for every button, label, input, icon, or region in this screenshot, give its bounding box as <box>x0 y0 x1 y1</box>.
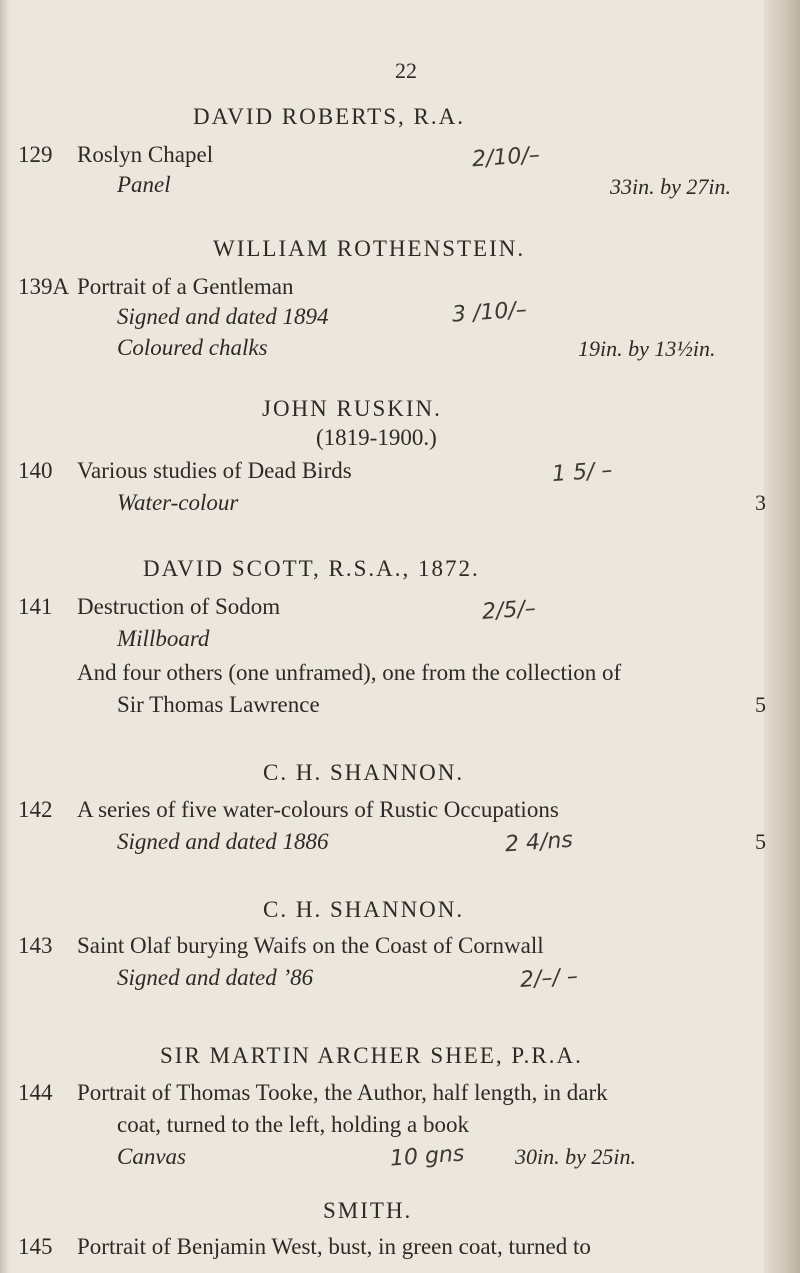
lot-signed: Signed and dated ’86 <box>117 965 314 990</box>
lot-number: 140 <box>18 458 53 483</box>
lot-title: Portrait of Benjamin West, bust, in green coat, turned to <box>77 1234 591 1259</box>
lot-count: 5 <box>755 692 766 717</box>
lot-title: Various studies of Dead Birds <box>77 458 352 483</box>
lot-count: 5 <box>755 829 766 854</box>
artist-heading: DAVID SCOTT, R.S.A., 1872. <box>143 556 480 581</box>
page-number: 22 <box>395 58 417 83</box>
handwritten-price: 2/–/ – <box>519 964 579 993</box>
handwritten-price: 2/10/– <box>471 142 541 173</box>
artist-dates: (1819-1900.) <box>316 425 437 450</box>
artist-heading: DAVID ROBERTS, R.A. <box>193 104 465 129</box>
lot-title-cont: coat, turned to the left, holding a book <box>117 1112 469 1137</box>
lot-title: Saint Olaf burying Waifs on the Coast of Cornwall <box>77 933 544 958</box>
handwritten-price: 2/5/– <box>481 596 537 625</box>
page-gutter <box>0 0 10 1273</box>
lot-number: 141 <box>18 594 53 619</box>
lot-number: 145 <box>18 1234 53 1259</box>
lot-signed: Signed and dated 1886 <box>117 829 329 854</box>
lot-signed: Signed and dated 1894 <box>117 304 329 329</box>
handwritten-price: 3 /10/– <box>451 297 528 328</box>
lot-number: 142 <box>18 797 53 822</box>
lot-dimensions: 19in. by 13½in. <box>578 336 716 361</box>
lot-title: Portrait of Thomas Tooke, the Author, half length, in dark <box>77 1080 608 1105</box>
lot-title: Portrait of a Gentleman <box>77 274 294 299</box>
lot-number: 143 <box>18 933 53 958</box>
lot-number: 129 <box>18 142 53 167</box>
lot-dimensions: 30in. by 25in. <box>515 1144 636 1169</box>
lot-provenance-cont: Sir Thomas Lawrence <box>117 692 320 717</box>
lot-title: A series of five water-colours of Rustic Occupations <box>77 797 559 822</box>
handwritten-price: 1 5/ – <box>551 457 614 488</box>
artist-heading: WILLIAM ROTHENSTEIN. <box>213 236 526 261</box>
page-edge <box>764 0 800 1273</box>
lot-count: 3 <box>755 490 766 515</box>
lot-provenance: And four others (one unframed), one from the collection of <box>77 660 622 685</box>
lot-title: Destruction of Sodom <box>77 594 281 619</box>
lot-title: Roslyn Chapel <box>77 142 214 167</box>
lot-medium: Coloured chalks <box>117 335 268 360</box>
artist-heading: SIR MARTIN ARCHER SHEE, P.R.A. <box>160 1043 583 1068</box>
handwritten-price: 2 4/ns <box>504 827 574 858</box>
artist-heading: C. H. SHANNON. <box>263 897 465 922</box>
lot-number: 139A <box>18 274 70 299</box>
handwritten-price: 10 gns <box>389 1141 466 1172</box>
lot-dimensions: 33in. by 27in. <box>610 174 731 199</box>
lot-medium: Canvas <box>117 1144 186 1169</box>
artist-heading: JOHN RUSKIN. <box>262 396 442 421</box>
lot-medium: Millboard <box>117 626 210 651</box>
artist-heading: SMITH. <box>323 1198 413 1223</box>
lot-medium: Water-colour <box>117 490 239 515</box>
lot-medium: Panel <box>117 172 171 197</box>
artist-heading: C. H. SHANNON. <box>263 760 465 785</box>
lot-number: 144 <box>18 1080 53 1105</box>
